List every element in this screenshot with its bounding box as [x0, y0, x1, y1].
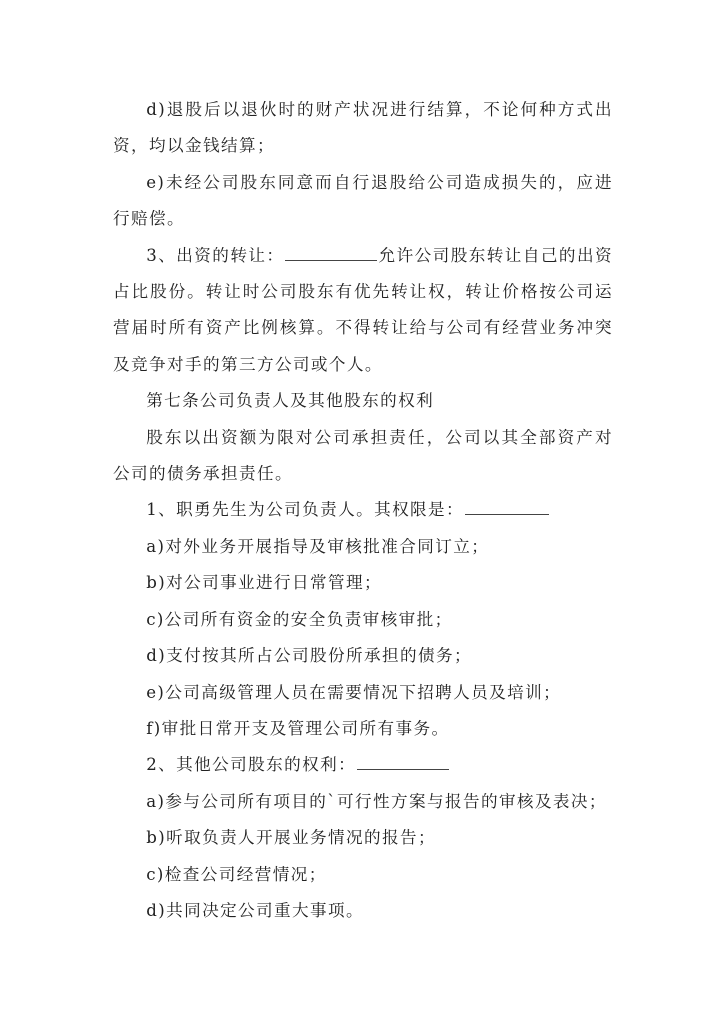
leader-right-item: c)公司所有资金的安全负责审核审批；: [146, 609, 453, 629]
leader-right-item: f)审批日常开支及管理公司所有事务。: [146, 718, 450, 738]
article-7-heading: 第七条公司负责人及其他股东的权利: [146, 391, 435, 411]
leader-right-item: e)公司高级管理人员在需要情况下招聘人员及培训；: [146, 682, 562, 702]
transfer-label: 3、出资的转让：: [146, 245, 285, 265]
other-rights-label: 2、其他公司股东的权利：: [146, 755, 357, 775]
liability-clause: 股东以出资额为限对公司承担责任，公司以其全部资产对公司的债务承担责任。: [113, 427, 613, 484]
other-right-item: d)共同决定公司重大事项。: [146, 900, 365, 920]
other-right-item: c)检查公司经营情况；: [146, 864, 327, 884]
leader-right-item: b)对公司事业进行日常管理；: [146, 573, 383, 593]
other-right-item: b)听取负责人开展业务情况的报告；: [146, 828, 436, 848]
clause-d-settlement: d)退股后以退伙时的财产状况进行结算，不论何种方式出资，均以金钱结算；: [113, 100, 613, 156]
leader-label: 1、职勇先生为公司负责人。其权限是：: [146, 500, 465, 520]
fill-in-blank: [465, 497, 549, 515]
leader-right-item: d)支付按其所占公司股份所承担的债务；: [146, 646, 472, 666]
transfer-text: 允许公司股东转让自己的出资占比股份。转让时公司股东有优先转让权，转让价格按公司运营届时所有资产比例核算。不得转让给与公司有经营业务冲突及竞争对手的第三方公司或个人。: [113, 245, 614, 374]
clause-3-transfer: [113, 238, 613, 384]
clause-1-leader: [113, 492, 613, 528]
other-right-item: a)参与公司所有项目的`可行性方案与报告的审核及表决；: [146, 791, 607, 811]
clause-2-other-shareholders: [113, 747, 613, 783]
fill-in-blank: [285, 243, 377, 261]
fill-in-blank: [357, 752, 449, 770]
document-body: [113, 92, 613, 929]
leader-right-item: a)对外业务开展指导及审核批准合同订立；: [146, 536, 490, 556]
clause-e-compensation: e)未经公司股东同意而自行退股给公司造成损失的，应进行赔偿。: [113, 172, 613, 229]
